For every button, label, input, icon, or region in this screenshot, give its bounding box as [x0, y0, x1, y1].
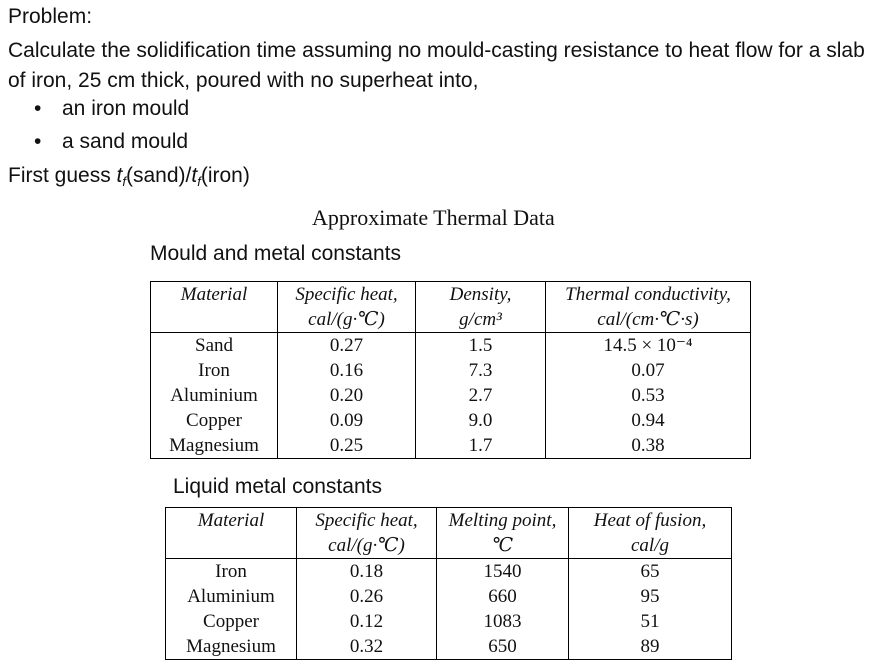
header-line: Material	[180, 284, 248, 305]
header-line: Thermal conductivity,	[565, 284, 731, 305]
tf-symbol: t	[191, 164, 198, 187]
bullet-text: a sand mould	[62, 130, 189, 153]
mould-constants-table	[150, 281, 751, 459]
mould-table-title: Mould and metal constants	[150, 242, 401, 265]
table-cell: Copper	[203, 611, 259, 632]
problem-statement: Calculate the solidification time assuming no mould-casting resistance to heat flow for a slab of iron, 25 cm thick, poured with no superheat into,	[8, 39, 865, 92]
table-cell: 0.09	[278, 408, 416, 433]
table-cell: 0.38	[546, 433, 751, 459]
table-cell: 95	[569, 584, 732, 609]
table-row	[151, 333, 751, 359]
bullet-item	[34, 97, 189, 121]
table-cell: 0.12	[297, 609, 437, 634]
table-row	[166, 584, 732, 609]
table-row	[166, 609, 732, 634]
first-guess-prefix: First guess	[8, 164, 117, 187]
table-cell: 2.7	[416, 383, 546, 408]
table-cell: 0.27	[278, 333, 416, 359]
problem-label: Problem:	[8, 5, 93, 28]
header-line: g/cm³	[459, 309, 502, 330]
header-line: Heat of fusion,	[593, 510, 707, 531]
table-cell: 51	[569, 609, 732, 634]
header-line: Melting point,	[448, 510, 557, 531]
table-cell: 1.5	[416, 333, 546, 359]
sand-ratio-part: (sand)/	[126, 164, 192, 187]
table-cell: Iron	[198, 360, 230, 381]
header-line: Material	[197, 510, 265, 531]
table-cell: 7.3	[416, 358, 546, 383]
table-cell: 0.16	[278, 358, 416, 383]
header-line: ℃	[491, 535, 514, 556]
table-cell: 0.07	[546, 358, 751, 383]
table-cell: 65	[569, 559, 732, 585]
header-line: Specific heat,	[315, 510, 418, 531]
column-header	[151, 282, 278, 333]
table-cell: Iron	[215, 561, 247, 582]
column-header	[437, 508, 569, 559]
bullet-text: an iron mould	[62, 97, 190, 120]
table-row	[151, 433, 751, 459]
table-cell: 0.94	[546, 408, 751, 433]
table-row	[166, 634, 732, 660]
header-line: Density,	[449, 284, 512, 305]
bullet-dot-icon: •	[34, 130, 42, 153]
tf-symbol: t	[116, 164, 123, 187]
table-cell: 14.5 × 10⁻⁴	[546, 333, 751, 359]
table-cell: Copper	[186, 410, 242, 431]
bullet-item	[34, 130, 188, 154]
table-cell: Sand	[195, 335, 233, 356]
table-row	[151, 383, 751, 408]
table-cell: 1.7	[416, 433, 546, 459]
table-cell: 1540	[437, 559, 569, 585]
tf-subscript: f	[197, 174, 201, 189]
liquid-table-title: Liquid metal constants	[173, 475, 382, 498]
header-line: Specific heat,	[295, 284, 398, 305]
thermal-data-title: Approximate Thermal Data	[312, 205, 555, 230]
table-cell: 0.18	[297, 559, 437, 585]
table-cell: 0.20	[278, 383, 416, 408]
liquid-constants-table	[165, 507, 732, 660]
header-line: cal/(g·℃)	[308, 309, 385, 330]
table-cell: 0.32	[297, 634, 437, 660]
column-header	[278, 282, 416, 333]
column-header	[546, 282, 751, 333]
table-row	[166, 559, 732, 585]
table-cell: 0.26	[297, 584, 437, 609]
iron-ratio-part: (iron)	[200, 164, 250, 187]
table-header-row	[151, 282, 751, 333]
table-row	[151, 408, 751, 433]
table-cell: Magnesium	[186, 636, 276, 657]
table-cell: 660	[437, 584, 569, 609]
table-cell: 0.25	[278, 433, 416, 459]
table-cell: 0.53	[546, 383, 751, 408]
tf-subscript: f	[122, 174, 126, 189]
header-line: cal/(cm·℃·s)	[597, 309, 699, 330]
table-cell: Aluminium	[187, 586, 275, 607]
table-cell: 1083	[437, 609, 569, 634]
column-header	[416, 282, 546, 333]
table-cell: 9.0	[416, 408, 546, 433]
column-header	[569, 508, 732, 559]
table-cell: 89	[569, 634, 732, 660]
bullet-dot-icon: •	[34, 97, 42, 120]
column-header	[166, 508, 297, 559]
table-header-row	[166, 508, 732, 559]
column-header	[297, 508, 437, 559]
table-cell: Magnesium	[169, 435, 259, 456]
header-line: cal/(g·℃)	[328, 535, 405, 556]
table-row	[151, 358, 751, 383]
table-cell: 650	[437, 634, 569, 660]
header-line: cal/g	[631, 535, 669, 556]
table-cell: Aluminium	[170, 385, 258, 406]
first-guess-line	[8, 164, 250, 189]
